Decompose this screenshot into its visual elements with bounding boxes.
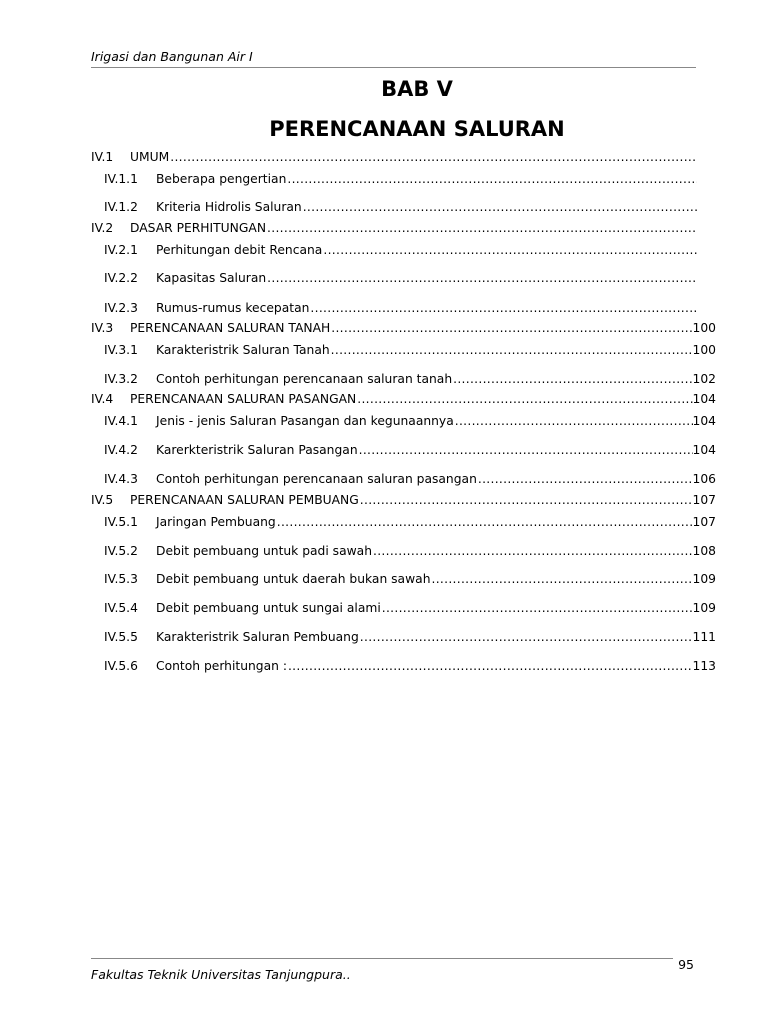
- toc-entry-title: Debit pembuang untuk daerah bukan sawah: [156, 572, 431, 586]
- toc-entry: [104, 301, 697, 316]
- toc-leader-dots: [287, 172, 697, 187]
- toc-entry-number: IV.1.1: [104, 172, 138, 186]
- toc-leader-dots: [455, 414, 693, 429]
- toc-entry-title: Contoh perhitungan :: [156, 659, 287, 673]
- toc-entry-title: PERENCANAAN SALURAN PASANGAN: [130, 392, 357, 406]
- toc-leader-dots: [267, 271, 697, 286]
- toc-entry: [91, 321, 716, 336]
- toc-entry-title: Jenis - jenis Saluran Pasangan dan kegunaannya: [156, 414, 454, 428]
- toc-entry-number: IV.5.2: [104, 544, 138, 558]
- toc-leader-dots: [431, 572, 692, 587]
- toc-leader-dots: [478, 472, 693, 487]
- toc-entry: [104, 472, 716, 487]
- toc-entry: [104, 343, 716, 358]
- toc-entry-title: Kapasitas Saluran: [156, 271, 267, 285]
- toc-leader-dots: [357, 392, 692, 407]
- toc-entry-number: IV.1.2: [104, 200, 138, 214]
- toc-entry: [91, 392, 716, 407]
- toc-entry-title: Karerkteristrik Saluran Pasangan: [156, 443, 358, 457]
- toc-leader-dots: [170, 150, 697, 165]
- toc-entry-number: IV.4.3: [104, 472, 138, 486]
- toc-entry-number: IV.3.2: [104, 372, 138, 386]
- toc-leader-dots: [331, 321, 692, 336]
- toc-leader-dots: [303, 200, 697, 215]
- toc-leader-dots: [359, 443, 693, 458]
- toc-entry: [104, 414, 716, 429]
- toc-leader-dots: [453, 372, 692, 387]
- toc-entry-number: IV.4: [91, 392, 114, 406]
- toc-entry-page: 107: [692, 515, 716, 529]
- toc-entry-page: 109: [692, 572, 716, 586]
- toc-leader-dots: [382, 601, 693, 616]
- toc-entry: [104, 659, 716, 674]
- toc-entry-number: IV.3.1: [104, 343, 138, 357]
- toc-entry-number: IV.5.6: [104, 659, 138, 673]
- toc-leader-dots: [277, 515, 693, 530]
- toc-entry-title: Contoh perhitungan perencanaan saluran tanah: [156, 372, 453, 386]
- toc-entry: [104, 544, 716, 559]
- toc-entry: [104, 200, 697, 215]
- toc-leader-dots: [288, 659, 693, 674]
- page-number: 95: [678, 957, 694, 972]
- toc-entry-page: 107: [692, 493, 716, 507]
- toc-entry-number: IV.2: [91, 221, 114, 235]
- running-footer: Fakultas Teknik Universitas Tanjungpura..: [91, 967, 351, 982]
- toc-entry-title: Karakteristrik Saluran Tanah: [156, 343, 330, 357]
- toc-entry-number: IV.1: [91, 150, 114, 164]
- toc-entry-title: Debit pembuang untuk padi sawah: [156, 544, 373, 558]
- toc-entry-title: PERENCANAAN SALURAN TANAH: [130, 321, 331, 335]
- toc-entry-title: DASAR PERHITUNGAN: [130, 221, 267, 235]
- toc-entry-number: IV.5: [91, 493, 114, 507]
- toc-entry: [104, 601, 716, 616]
- toc-leader-dots: [310, 301, 697, 316]
- toc-entry-page: 106: [692, 472, 716, 486]
- toc-entry-page: 104: [692, 443, 716, 457]
- toc-entry: [104, 172, 697, 187]
- toc-entry: [104, 443, 716, 458]
- toc-entry: [104, 572, 716, 587]
- toc-entry-page: 100: [692, 321, 716, 335]
- toc-entry-number: IV.5.1: [104, 515, 138, 529]
- toc-entry-page: 113: [692, 659, 716, 673]
- footer-divider: [91, 958, 673, 959]
- toc-entry-number: IV.2.2: [104, 271, 138, 285]
- toc-leader-dots: [360, 630, 693, 645]
- toc-entry-title: PERENCANAAN SALURAN PEMBUANG: [130, 493, 359, 507]
- toc-entry-title: UMUM: [130, 150, 170, 164]
- toc-leader-dots: [331, 343, 693, 358]
- toc-leader-dots: [267, 221, 697, 236]
- header-divider: [91, 67, 696, 68]
- toc-entry-page: 111: [692, 630, 716, 644]
- toc-entry-title: Beberapa pengertian: [156, 172, 287, 186]
- toc-entry-number: IV.2.3: [104, 301, 138, 315]
- toc-entry-page: 104: [692, 392, 716, 406]
- toc-entry: [104, 515, 716, 530]
- toc-entry: [91, 150, 697, 165]
- toc-entry-title: Kriteria Hidrolis Saluran: [156, 200, 302, 214]
- toc-entry-number: IV.3: [91, 321, 114, 335]
- toc-entry-page: 104: [692, 414, 716, 428]
- toc-entry-number: IV.5.3: [104, 572, 138, 586]
- toc-entry-page: 109: [692, 601, 716, 615]
- running-header: Irigasi dan Bangunan Air I: [91, 49, 253, 64]
- chapter-label: BAB V: [381, 77, 453, 101]
- toc-entry-title: Perhitungan debit Rencana: [156, 243, 323, 257]
- toc-entry-title: Karakteristrik Saluran Pembuang: [156, 630, 359, 644]
- toc-entry: [91, 221, 697, 236]
- toc-leader-dots: [323, 243, 697, 258]
- toc-leader-dots: [373, 544, 693, 559]
- toc-entry: [104, 271, 697, 286]
- toc-entry-title: Contoh perhitungan perencanaan saluran pasangan: [156, 472, 477, 486]
- toc-entry-title: Debit pembuang untuk sungai alami: [156, 601, 381, 615]
- toc-entry: [104, 630, 716, 645]
- toc-leader-dots: [360, 493, 693, 508]
- toc-entry: [91, 493, 716, 508]
- toc-entry-title: Jaringan Pembuang: [156, 515, 276, 529]
- toc-entry-number: IV.5.5: [104, 630, 138, 644]
- toc-entry-page: 100: [692, 343, 716, 357]
- toc-entry: [104, 372, 716, 387]
- toc-entry-page: 102: [692, 372, 716, 386]
- toc-entry-number: IV.2.1: [104, 243, 138, 257]
- toc-entry-number: IV.5.4: [104, 601, 138, 615]
- toc-entry-number: IV.4.1: [104, 414, 138, 428]
- toc-entry-number: IV.4.2: [104, 443, 138, 457]
- toc-entry: [104, 243, 697, 258]
- chapter-title: PERENCANAAN SALURAN: [269, 117, 565, 141]
- toc-entry-page: 108: [692, 544, 716, 558]
- toc-entry-title: Rumus-rumus kecepatan: [156, 301, 310, 315]
